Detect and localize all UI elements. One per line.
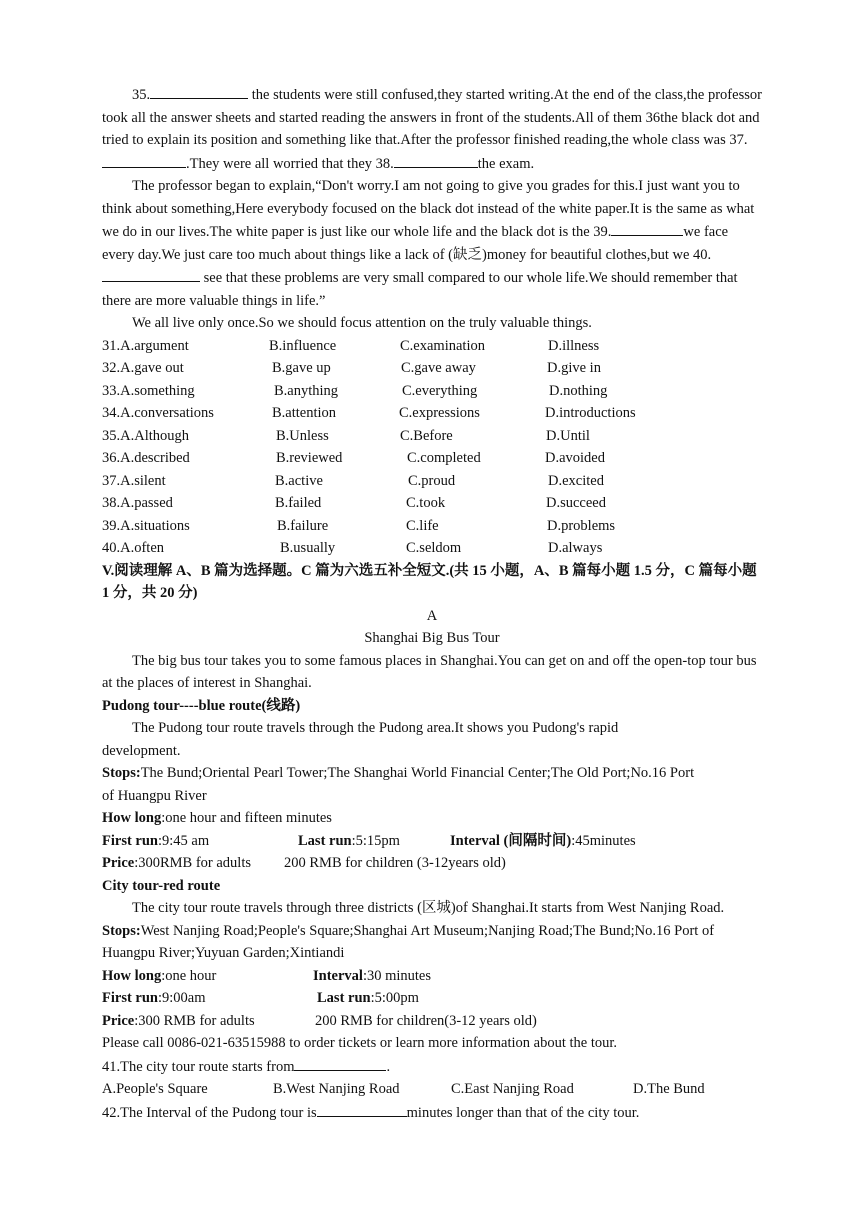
- pudong-stops: [102, 762, 702, 807]
- city-description: The city tour route travels through three districts (区城)of Shanghai.It starts from West Nanjing Road.: [132, 900, 725, 916]
- reading-a-letter: A: [426, 607, 438, 624]
- option-d: D.succeed: [546, 495, 606, 511]
- option-a: 34.A.conversations: [102, 405, 214, 421]
- price-child-value: 200 RMB for children (3-12years old): [284, 855, 506, 871]
- interval-value: :30 minutes: [362, 967, 432, 984]
- interval: [313, 965, 431, 988]
- option-b: B.influence: [269, 337, 337, 354]
- call-info: Please call 0086-021-63515988 to order tickets or learn more information about the tour.: [102, 1035, 618, 1051]
- last-run: [298, 830, 400, 853]
- how-long-value: :one hour and fifteen minutes: [161, 810, 332, 826]
- q38-blank: [394, 152, 478, 168]
- option-row: [102, 492, 762, 515]
- last-run-value: :5:15pm: [351, 832, 400, 849]
- interval-label: Interval: [313, 967, 363, 984]
- last-run-label: Last run: [298, 832, 352, 849]
- passage-text: we face every day.We just care too much about things like a lack of (缺乏)money for beautiful clothes,but we 40.: [102, 224, 729, 263]
- q39-blank: [611, 220, 683, 236]
- interval-label: Interval (间隔时间): [450, 832, 572, 849]
- city-heading: City tour-red route: [102, 877, 221, 894]
- stops-label: Stops:: [102, 765, 141, 781]
- passage-paragraph-2: [102, 175, 762, 312]
- first-run: [102, 830, 209, 853]
- option-b: B.failed: [275, 495, 322, 511]
- option-d: D.problems: [547, 517, 616, 534]
- option-c: C.life: [406, 517, 439, 534]
- option-c: C.Before: [400, 427, 453, 444]
- option-row: [102, 380, 762, 403]
- option-b: B.anything: [274, 382, 339, 399]
- passage-paragraph-1: [102, 83, 762, 175]
- passage-text: see that these problems are very small compared to our whole life.We should remember that there are more valuable things in life.”: [102, 270, 738, 309]
- option-a: 38.A.passed: [102, 495, 173, 511]
- option-a: 31.A.argument: [102, 337, 189, 354]
- price-label: Price: [102, 855, 135, 871]
- option-b: B.attention: [272, 405, 337, 421]
- section-heading: V.阅读理解 A、B 篇为选择题。C 篇为六选五补全短文.(共 15 小题，A、B 篇每小题 1.5 分，C 篇每小题 1 分，共 20 分): [102, 562, 757, 601]
- question-end: minutes longer than that of the city tour.: [406, 1104, 640, 1121]
- how-long-label: How long: [102, 967, 162, 984]
- pudong-how-long: [102, 807, 762, 830]
- option-a: 40.A.often: [102, 540, 165, 556]
- price-adult: [102, 852, 251, 875]
- option-d: D.Until: [546, 427, 590, 444]
- option-b: B.usually: [280, 540, 336, 556]
- q35-number: 35.: [132, 87, 151, 103]
- option-b: B.Unless: [276, 427, 329, 444]
- option-a: 35.A.Although: [102, 427, 189, 444]
- reading-a-intro: The big bus tour takes you to some famous places in Shanghai.You can get on and off the open-top tour bus at the places of interest in Shanghai.: [102, 652, 757, 691]
- cloze-options: [102, 335, 762, 560]
- question-41: [102, 1055, 762, 1079]
- price-label: Price: [102, 1012, 135, 1029]
- question-42: [102, 1101, 762, 1125]
- city-stops: [102, 920, 762, 965]
- how-long: [102, 965, 216, 988]
- first-run-label: First run: [102, 990, 158, 1006]
- option-row: [102, 515, 762, 538]
- option-a: A.People's Square: [102, 1081, 208, 1097]
- option-a: 32.A.gave out: [102, 360, 184, 376]
- passage-paragraph-3: We all live only once.So we should focus attention on the truly valuable things.: [132, 315, 592, 331]
- option-d: D.give in: [547, 360, 601, 376]
- reading-a-title: Shanghai Big Bus Tour: [364, 630, 500, 646]
- pudong-schedule: [102, 830, 762, 853]
- first-run: [102, 987, 206, 1010]
- pudong-heading: Pudong tour----blue route(线路): [102, 697, 301, 714]
- passage-text: .They were all worried that they 38.: [186, 155, 394, 172]
- q41-blank: [294, 1055, 386, 1071]
- option-c: C.proud: [408, 472, 456, 489]
- option-a: 36.A.described: [102, 450, 190, 466]
- stops-value: The Bund;Oriental Pearl Tower;The Shanghai World Financial Center;The Old Port;No.16 Port of Huangpu River: [102, 765, 695, 804]
- option-d: D.introductions: [545, 405, 636, 421]
- option-b: B.failure: [277, 517, 329, 534]
- option-c: C.gave away: [401, 360, 476, 376]
- option-c: C.seldom: [406, 540, 462, 556]
- option-c: C.completed: [407, 450, 481, 466]
- city-price: [102, 1010, 762, 1033]
- option-c: C.took: [406, 495, 446, 511]
- option-c: C.expressions: [399, 405, 480, 421]
- passage-text: the exam.: [477, 155, 535, 172]
- question-41-options: [102, 1078, 762, 1101]
- q40-blank: [102, 266, 200, 282]
- city-schedule: [102, 987, 762, 1010]
- stops-value: West Nanjing Road;People's Square;Shanghai Art Museum;Nanjing Road;The Bund;No.16 Port of Huangpu River;Yuyuan Garden;Xintiandi: [102, 922, 715, 961]
- option-b: B.West Nanjing Road: [273, 1081, 400, 1097]
- option-b: B.reviewed: [276, 450, 343, 466]
- option-c: C.examination: [400, 337, 485, 354]
- option-c: C.everything: [402, 382, 478, 399]
- option-row: [102, 470, 762, 493]
- page-content: [102, 83, 762, 1124]
- option-d: D.avoided: [545, 450, 605, 466]
- option-row: [102, 447, 762, 470]
- option-d: D.illness: [548, 337, 600, 354]
- q35-blank: [150, 83, 248, 99]
- option-a: 33.A.something: [102, 382, 195, 399]
- first-run-value: :9:00am: [157, 990, 206, 1006]
- price-adult-value: :300RMB for adults: [134, 855, 252, 871]
- option-row: [102, 537, 762, 560]
- first-run-value: :9:45 am: [157, 832, 210, 849]
- how-long-value: :one hour: [161, 967, 217, 984]
- city-how-long: [102, 965, 762, 988]
- interval-value: :45minutes: [571, 832, 636, 849]
- last-run-value: :5:00pm: [370, 990, 419, 1006]
- price-adult-value: :300 RMB for adults: [134, 1012, 255, 1029]
- pudong-price: [102, 852, 762, 875]
- question-stem: 42.The Interval of the Pudong tour is: [102, 1104, 317, 1121]
- option-row: [102, 357, 762, 380]
- last-run-label: Last run: [317, 990, 371, 1006]
- question-stem: 41.The city tour route starts from: [102, 1058, 295, 1075]
- price-child-value: 200 RMB for children(3-12 years old): [315, 1012, 537, 1029]
- option-b: B.active: [275, 472, 323, 489]
- stops-label: Stops:: [102, 922, 141, 939]
- passage-text: The professor began to explain,“Don't worry.I am not going to give you grades for this.I just want you to think about something,Here everybody focused on the black dot instead of the white paper.It is the same as what we do in our lives.The white paper is just like our whole life and the black dot is the 39.: [102, 178, 755, 240]
- last-run: [317, 987, 419, 1010]
- price-adult: [102, 1010, 255, 1033]
- q37-blank: [102, 152, 186, 168]
- option-d: D.The Bund: [633, 1081, 705, 1097]
- pudong-description: The Pudong tour route travels through the Pudong area.It shows you Pudong's rapid development.: [102, 720, 619, 759]
- option-d: D.excited: [548, 472, 604, 489]
- option-d: D.nothing: [549, 382, 608, 399]
- option-row: [102, 425, 762, 448]
- option-a: 39.A.situations: [102, 517, 190, 534]
- option-b: B.gave up: [272, 360, 331, 376]
- option-row: [102, 402, 762, 425]
- q42-blank: [317, 1101, 407, 1117]
- how-long-label: How long: [102, 810, 162, 826]
- option-c: C.East Nanjing Road: [451, 1081, 574, 1097]
- first-run-label: First run: [102, 832, 158, 849]
- interval: [450, 830, 636, 853]
- question-end: .: [386, 1058, 391, 1075]
- option-d: D.always: [548, 540, 603, 556]
- option-row: [102, 335, 762, 358]
- passage-text: the students were still confused,they started writing.At the end of the class,the professor took all the answer sheets and started reading the answers in front of the students.All of them 36the black dot and tried to explain its position and something like that.After the professor finished reading,the whole class was 37.: [102, 87, 762, 148]
- option-a: 37.A.silent: [102, 472, 166, 489]
